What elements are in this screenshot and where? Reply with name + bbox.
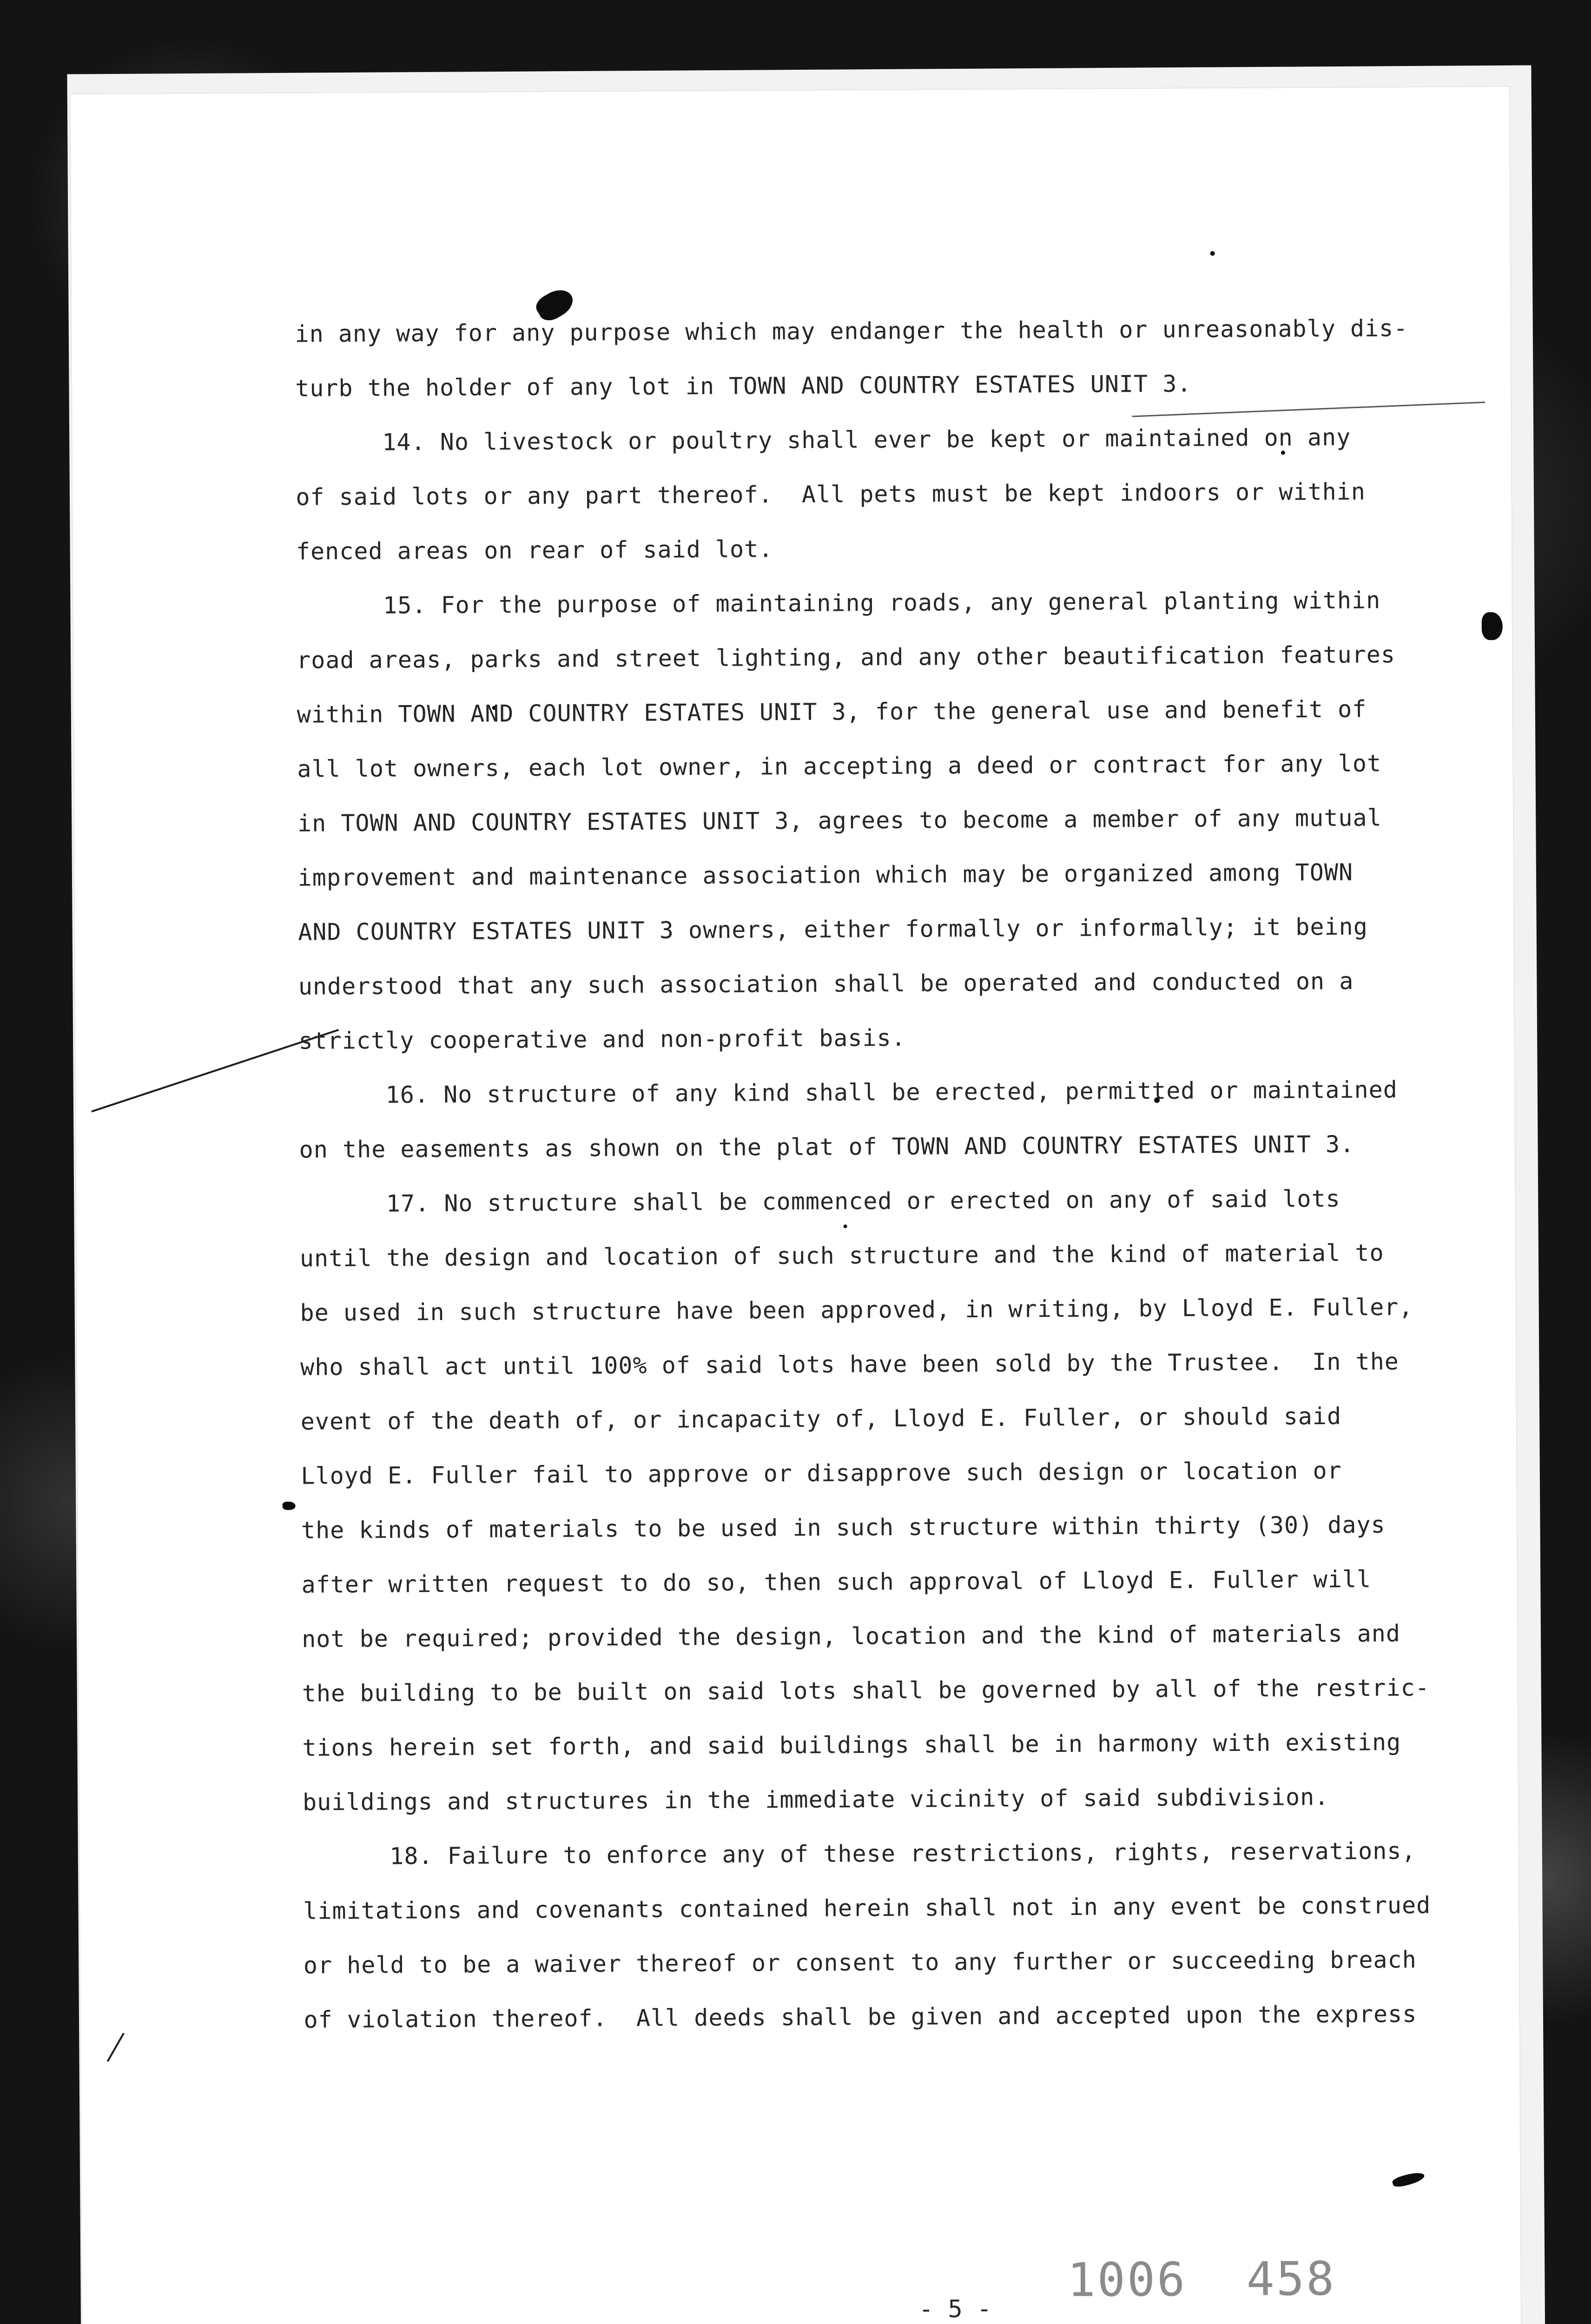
text-line: of violation thereof. All deeds shall be given and accepted upon the express bbox=[304, 2000, 1417, 2034]
text-line: strictly cooperative and non-profit basis. bbox=[298, 1024, 906, 1055]
text-line: Lloyd E. Fuller fail to approve or disapprove such design or location or bbox=[301, 1457, 1342, 1490]
text-line: 14. No livestock or poultry shall ever be kept or maintained on any bbox=[295, 423, 1351, 456]
text-line: or held to be a waiver thereof or consent to any further or succeeding breach bbox=[303, 1946, 1417, 1979]
ink-blot bbox=[1392, 2170, 1426, 2189]
text-line: AND COUNTRY ESTATES UNIT 3 owners, either formally or informally; it being bbox=[298, 913, 1368, 946]
text-line: who shall act until 100% of said lots have been sold by the Trustee. In the bbox=[300, 1348, 1400, 1381]
document-body bbox=[295, 301, 1512, 2047]
text-line: 15. For the purpose of maintaining roads, any general planting within bbox=[296, 587, 1381, 620]
text-line: after written request to do so, then such approval of Lloyd E. Fuller will bbox=[301, 1565, 1372, 1598]
text-line: event of the death of, or incapacity of, Lloyd E. Fuller, or should said bbox=[300, 1402, 1342, 1435]
text-line: buildings and structures in the immediate vicinity of said subdivision. bbox=[302, 1783, 1329, 1816]
text-line: the kinds of materials to be used in such structure within thirty (30) days bbox=[301, 1511, 1386, 1544]
text-line: in TOWN AND COUNTRY ESTATES UNIT 3, agrees to become a member of any mutual bbox=[297, 804, 1382, 837]
text-line: within TOWN AND COUNTRY ESTATES UNIT 3, for the general use and benefit of bbox=[297, 695, 1367, 728]
text-line: understood that any such association shall be operated and conducted on a bbox=[298, 967, 1354, 1000]
text-line: 17. No structure shall be commenced or erected on any of said lots bbox=[299, 1185, 1340, 1218]
text-line: 16. No structure of any kind shall be erected, permitted or maintained bbox=[298, 1076, 1398, 1109]
book-page-stamp: 1006 458 bbox=[1067, 2251, 1336, 2307]
text-line: until the design and location of such structure and the kind of material to bbox=[299, 1239, 1384, 1272]
text-line: tions herein set forth, and said buildings shall be in harmony with existing bbox=[302, 1729, 1401, 1762]
text-line: turb the holder of any lot in TOWN AND COUNTRY ESTATES UNIT 3. bbox=[295, 370, 1192, 402]
text-line: 18. Failure to enforce any of these restrictions, rights, reservations, bbox=[303, 1837, 1416, 1870]
page-number: - 5 - bbox=[918, 2295, 992, 2324]
ink-blot bbox=[283, 1502, 296, 1510]
text-line: fenced areas on rear of said lot. bbox=[296, 535, 773, 565]
text-line: not be required; provided the design, location and the kind of materials and bbox=[302, 1620, 1401, 1653]
text-line: on the easements as shown on the plat of TOWN AND COUNTRY ESTATES UNIT 3. bbox=[299, 1130, 1355, 1163]
text-line: all lot owners, each lot owner, in accepting a deed or contract for any lot bbox=[297, 750, 1382, 783]
text-line: road areas, parks and street lighting, and any other beautification features bbox=[297, 641, 1396, 674]
text-line: limitations and covenants contained herein shall not in any event be construed bbox=[303, 1891, 1431, 1925]
text-line: the building to be built on said lots shall be governed by all of the restric- bbox=[302, 1674, 1430, 1707]
text-line: improvement and maintenance association which may be organized among TOWN bbox=[297, 858, 1353, 891]
speck bbox=[1210, 251, 1215, 256]
text-line: be used in such structure have been approved, in writing, by Lloyd E. Fuller, bbox=[300, 1294, 1413, 1327]
text-line: of said lots or any part thereof. All pets must be kept indoors or within bbox=[296, 478, 1366, 511]
scan-stroke bbox=[107, 2033, 125, 2062]
document-page bbox=[71, 87, 1521, 2324]
text-line: in any way for any purpose which may endanger the health or unreasonably dis- bbox=[295, 315, 1408, 348]
